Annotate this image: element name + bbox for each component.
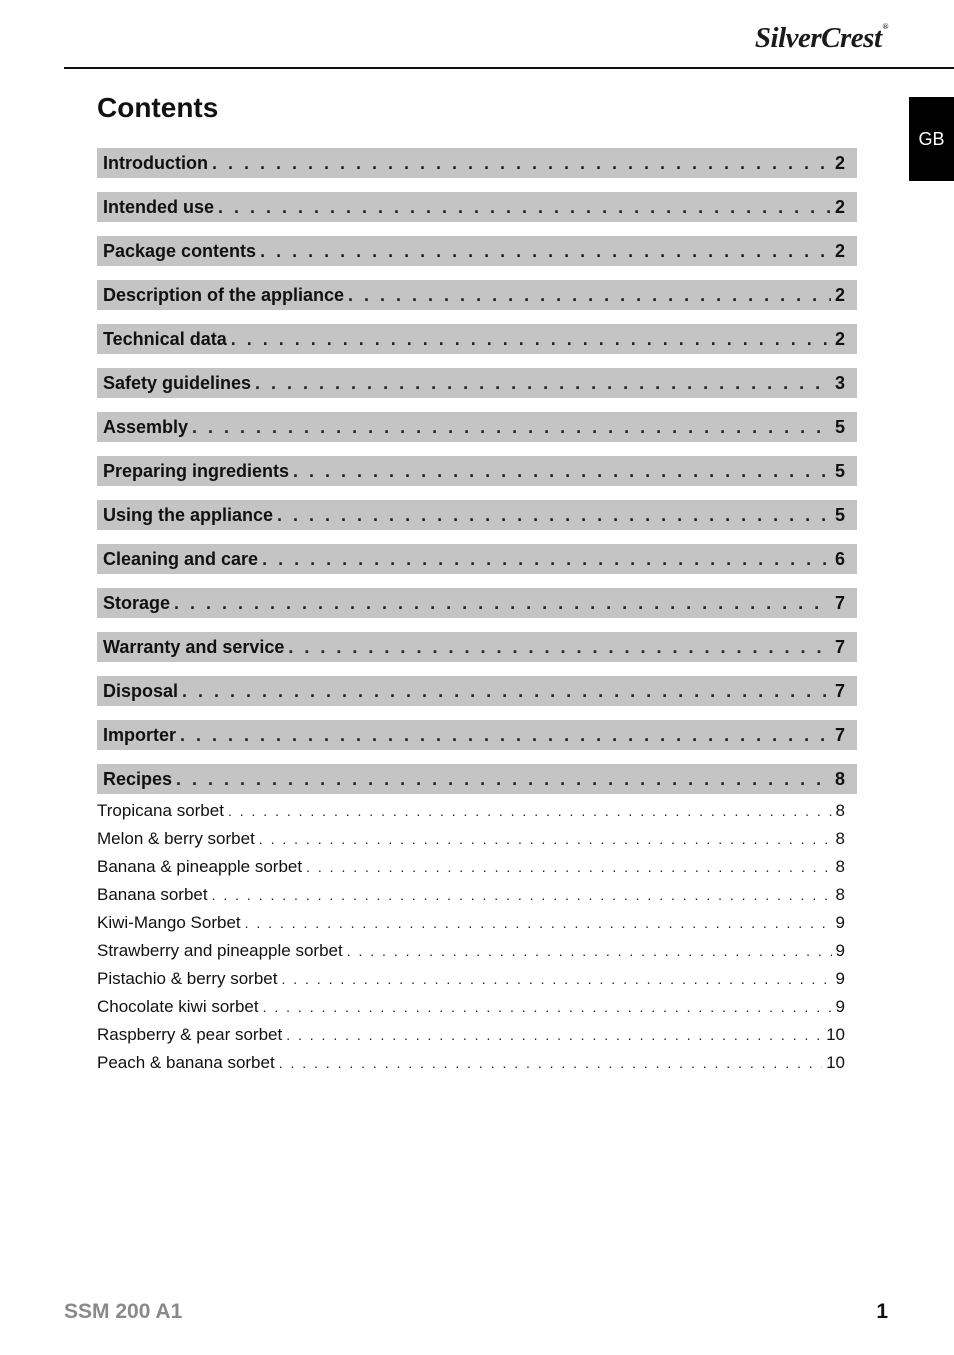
toc-entry-page: 2 [834,152,845,173]
toc-subentry-label: Kiwi-Mango Sorbet [97,913,241,932]
toc-subentry[interactable] [97,853,857,881]
dot-leader [182,681,831,702]
toc-entry-label: Storage [103,592,171,613]
dot-leader [262,549,831,570]
dot-leader [286,1027,822,1043]
dot-leader [231,329,831,350]
toc-entry-label: Package contents [103,240,257,261]
toc-main-list [97,148,857,794]
dot-leader [228,803,832,819]
toc-entry-page: 8 [834,768,845,789]
toc-entry-label: Disposal [103,680,179,701]
toc-entry[interactable] [97,764,857,794]
toc-entry[interactable] [97,676,857,706]
toc-entry[interactable] [97,456,857,486]
toc-subentry-page: 9 [835,941,845,960]
toc-entry-page: 7 [834,636,845,657]
dot-leader [277,505,831,526]
toc-entry[interactable] [97,368,857,398]
toc-entry[interactable] [97,412,857,442]
toc-subentry[interactable] [97,797,857,825]
toc-entry-page: 2 [834,328,845,349]
toc-subentry-page: 8 [835,857,845,876]
dot-leader [192,417,831,438]
toc-entry[interactable] [97,236,857,266]
dot-leader [293,461,831,482]
toc-entry-label: Description of the appliance [103,284,345,305]
dot-leader [218,197,831,218]
toc-subentry-page: 8 [835,829,845,848]
language-tab: GB [909,97,954,181]
toc-subentry[interactable] [97,881,857,909]
toc-subentry-page: 9 [835,913,845,932]
toc-subentry-label: Pistachio & berry sorbet [97,969,278,988]
toc-entry-page: 5 [834,416,845,437]
toc-entry[interactable] [97,720,857,750]
toc-entry-label: Cleaning and care [103,548,259,569]
toc-subentry-label: Banana sorbet [97,885,208,904]
toc-subentry[interactable] [97,965,857,993]
toc-entry-label: Intended use [103,196,215,217]
toc-entry[interactable] [97,588,857,618]
toc-subentry[interactable] [97,909,857,937]
dot-leader [245,915,832,931]
dot-leader [260,241,831,262]
toc-subentry[interactable] [97,993,857,1021]
toc-entry-page: 3 [834,372,845,393]
toc-entry[interactable] [97,632,857,662]
toc-subentry-page: 8 [835,885,845,904]
dot-leader [176,769,831,790]
toc-entry[interactable] [97,544,857,574]
toc-subentry-label: Strawberry and pineapple sorbet [97,941,343,960]
toc-subentry-label: Peach & banana sorbet [97,1053,275,1072]
toc-subentry-page: 10 [826,1025,845,1044]
toc-subentry-page: 9 [835,969,845,988]
dot-leader [212,887,832,903]
toc-entry[interactable] [97,500,857,530]
dot-leader [212,153,831,174]
toc-entry-label: Safety guidelines [103,372,252,393]
toc-subentry-label: Raspberry & pear sorbet [97,1025,283,1044]
toc-entry-label: Technical data [103,328,227,349]
toc-entry-page: 7 [834,724,845,745]
footer-page-number: 1 [876,1300,888,1323]
toc-entry-page: 2 [834,240,845,261]
toc-subentry-label: Banana & pineapple sorbet [97,857,303,876]
toc-subentry-label: Melon & berry sorbet [97,829,255,848]
registered-mark: ® [882,22,888,31]
dot-leader [348,285,831,306]
brand-logo [755,22,888,55]
toc-entry-label: Importer [103,724,177,745]
toc-entry-page: 2 [834,284,845,305]
dot-leader [306,859,831,875]
toc-subentry[interactable] [97,1021,857,1049]
toc-entry[interactable] [97,324,857,354]
toc-subentry-page: 9 [835,997,845,1016]
toc-subentry[interactable] [97,825,857,853]
toc-entry-label: Assembly [103,416,189,437]
dot-leader [180,725,831,746]
dot-leader [174,593,831,614]
toc-entry-page: 6 [834,548,845,569]
table-of-contents [97,148,857,1077]
toc-entry[interactable] [97,280,857,310]
toc-entry-label: Preparing ingredients [103,460,290,481]
toc-entry-label: Using the appliance [103,504,274,525]
toc-entry-label: Warranty and service [103,636,285,657]
dot-leader [263,999,832,1015]
toc-entry-page: 7 [834,680,845,701]
dot-leader [281,971,831,987]
toc-subentry-page: 8 [835,801,845,820]
toc-subentry[interactable] [97,937,857,965]
toc-entry-page: 5 [834,460,845,481]
toc-entry-label: Recipes [103,768,173,789]
toc-entry-label: Introduction [103,152,208,173]
brand-name: SilverCrest [754,22,882,54]
dot-leader [279,1055,822,1071]
footer-model-number: SSM 200 A1 [64,1300,183,1323]
header-divider [64,67,954,69]
toc-subentry[interactable] [97,1049,857,1077]
toc-entry-page: 2 [834,196,845,217]
dot-leader [347,943,832,959]
dot-leader [288,637,831,658]
toc-entry-page: 5 [834,504,845,525]
toc-entry[interactable] [97,192,857,222]
dot-leader [255,373,831,394]
toc-sub-list [97,797,857,1077]
toc-entry-page: 7 [834,592,845,613]
toc-entry[interactable] [97,148,857,178]
toc-subentry-label: Tropicana sorbet [97,801,224,820]
dot-leader [259,831,832,847]
toc-subentry-label: Chocolate kiwi sorbet [97,997,259,1016]
toc-subentry-page: 10 [826,1053,845,1072]
page-title: Contents [97,92,219,123]
